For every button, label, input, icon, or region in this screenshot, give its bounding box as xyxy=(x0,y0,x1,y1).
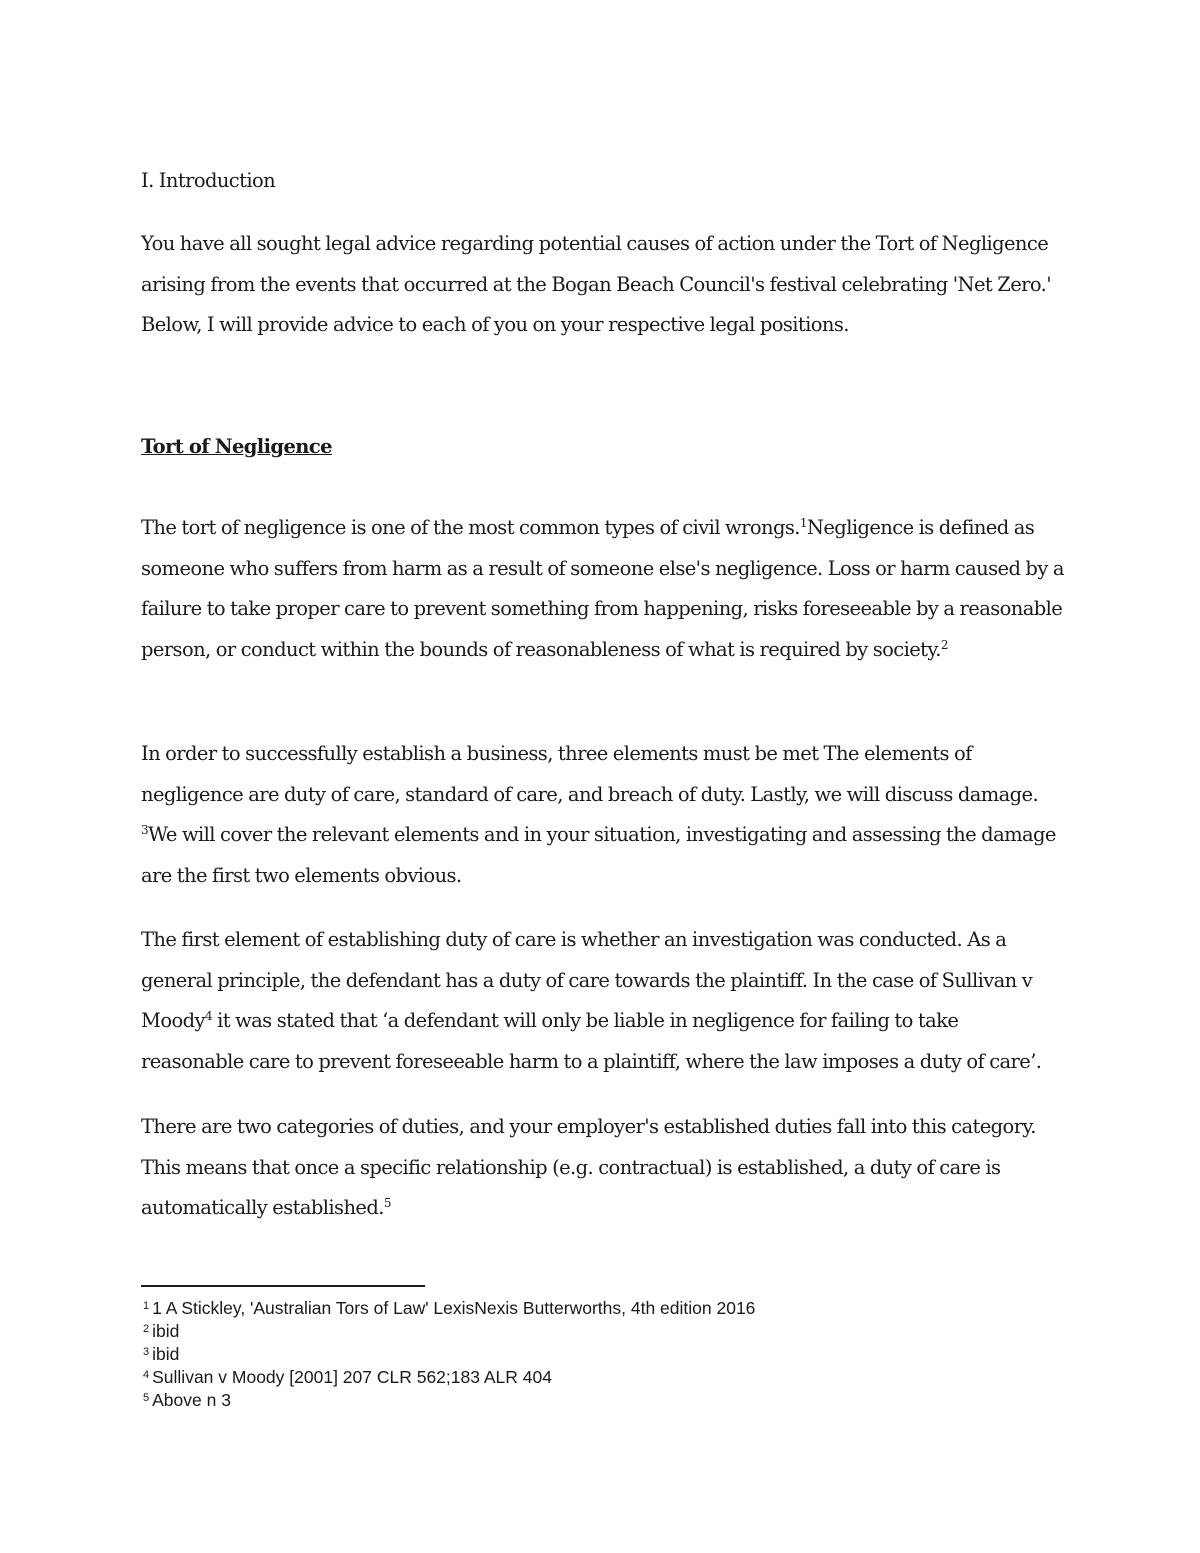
paragraph-categories xyxy=(141,1107,1066,1229)
footnote-item xyxy=(143,1366,1043,1389)
footnote-text: ibid xyxy=(152,1321,180,1341)
footnote-text: Above n 3 xyxy=(152,1390,231,1410)
footnote-ref-1[interactable]: 1 xyxy=(799,516,807,530)
paragraph-text: There are two categories of duties, and your employer's established duties fall into this category. This means that once a specific relationship (e.g. contractual) is established, a duty of care is automatically established. xyxy=(141,1115,1036,1219)
paragraph-definition xyxy=(141,508,1066,670)
footnote-ref-5[interactable]: 5 xyxy=(383,1196,391,1210)
footnote-text: ibid xyxy=(152,1344,180,1364)
paragraph-duty-of-care xyxy=(141,920,1066,1082)
footnote-mark: 2 xyxy=(143,1323,150,1335)
footnote-item xyxy=(143,1343,1043,1366)
paragraph-text: The first element of establishing duty of care is whether an investigation was conducted. As a general principle, the defendant has a duty of care towards the plaintiff. In the case of Sullivan v Moody xyxy=(141,928,1033,1032)
footnote-list xyxy=(143,1297,1043,1412)
section-heading: I. Introduction xyxy=(141,169,276,192)
footnote-mark: 1 xyxy=(143,1300,150,1312)
footnote-ref-3[interactable]: 3 xyxy=(141,823,149,837)
footnote-item xyxy=(143,1320,1043,1343)
footnote-ref-2[interactable]: 2 xyxy=(940,637,948,652)
footnote-item xyxy=(143,1297,1043,1320)
footnote-mark: 5 xyxy=(143,1392,150,1404)
footnote-separator xyxy=(141,1285,425,1287)
footnote-mark: 3 xyxy=(143,1346,150,1358)
intro-paragraph: You have all sought legal advice regarding potential causes of action under the Tort of Negligence arising from the events that occurred at the Bogan Beach Council's festival celebrating 'Net Zero.' Below, I will provide advice to each of you on your respective legal positions. xyxy=(141,232,1052,336)
footnote-item xyxy=(143,1389,1043,1412)
footnote-mark: 4 xyxy=(143,1369,150,1381)
paragraph-text: We will cover the relevant elements and in your situation, investigating and assessing the damage are the first two elements obvious. xyxy=(141,823,1056,887)
footnote-text: Sullivan v Moody [2001] 207 CLR 562;183 ALR 404 xyxy=(152,1367,552,1387)
paragraph-text: In order to successfully establish a business, three elements must be met The elements of negligence are duty of care, standard of care, and breach of duty. Lastly, we will discuss damage. xyxy=(141,742,1039,806)
footnote-ref-4[interactable]: 4 xyxy=(204,1009,212,1023)
paragraph-text: The tort of negligence is one of the most common types of civil wrongs. xyxy=(141,516,800,539)
paragraph-text: Negligence is defined as someone who suffers from harm as a result of someone else's negligence. Loss or harm caused by a failure to take proper care to prevent something from happening, risks foreseeable by a reasonable person, or conduct within the bounds of reasonableness of what is required by society. xyxy=(141,516,1064,661)
paragraph-text: it was stated that ‘a defendant will only be liable in negligence for failing to take reasonable care to prevent foreseeable harm to a plaintiff, where the law imposes a duty of care’. xyxy=(141,1009,1042,1073)
subheading-tort-of-negligence: Tort of Negligence xyxy=(141,435,332,458)
footnote-text: 1 A Stickley, 'Australian Tors of Law' LexisNexis Butterworths, 4th edition 2016 xyxy=(152,1298,756,1318)
paragraph-elements xyxy=(141,734,1066,896)
